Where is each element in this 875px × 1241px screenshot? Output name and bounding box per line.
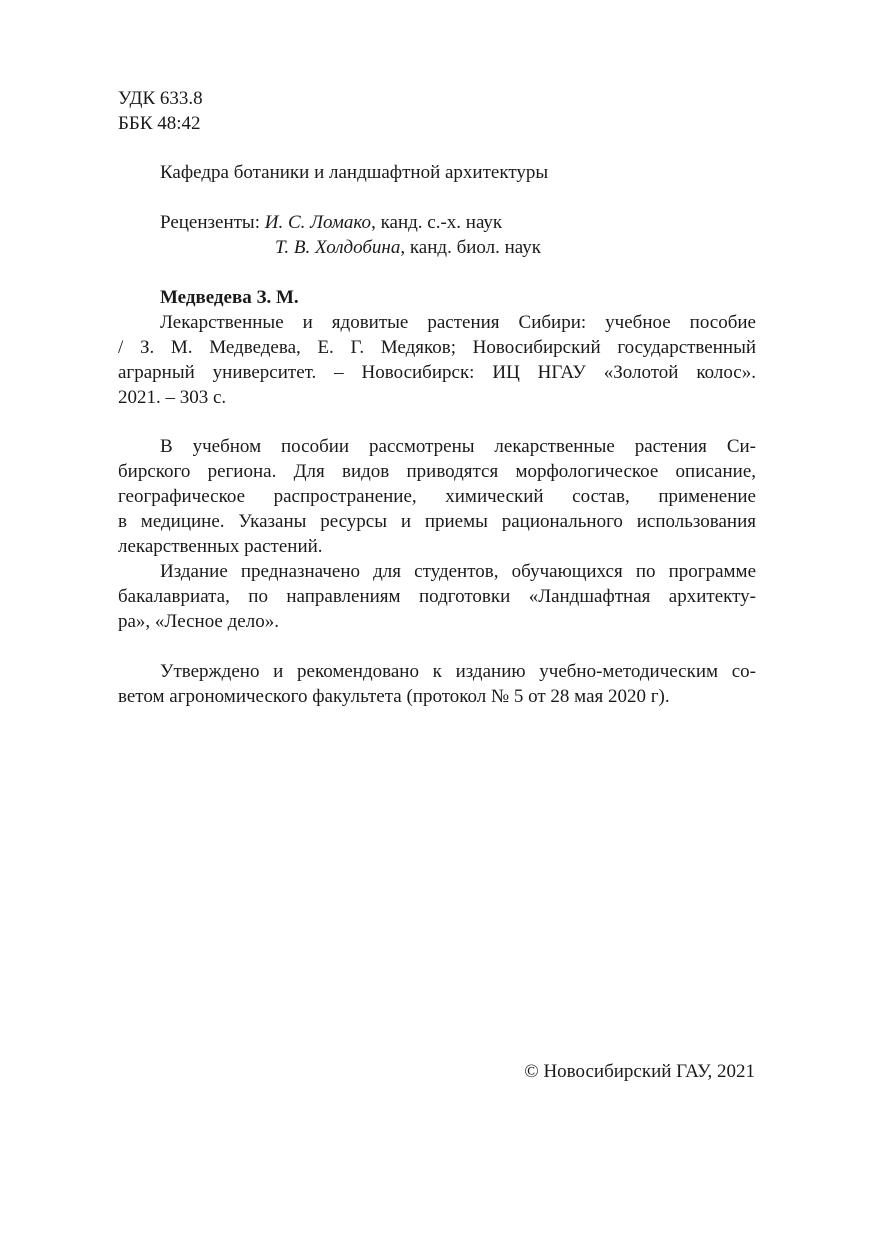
department: Кафедра ботаники и ландшафтной архитектуры	[160, 162, 549, 183]
reviewer-1-degree: , канд. с.-х. наук	[371, 212, 503, 233]
abstract-line: бакалавриата, по направлениям подготовки «Ландшафтная архитекту-	[118, 586, 756, 607]
citation-author: Медведева З. М.	[160, 287, 299, 308]
reviewer-2-degree: , канд. биол. наук	[400, 237, 542, 258]
abstract-line: ра», «Лесное дело».	[118, 611, 279, 632]
abstract-line: географическое распространение, химический состав, применение	[118, 486, 756, 507]
approval-line: Утверждено и рекомендовано к изданию учебно-методическим со-	[160, 661, 756, 682]
reviewers-line-2	[275, 235, 541, 260]
abstract-line: В учебном пособии рассмотрены лекарственные растения Си-	[160, 436, 756, 457]
abstract-line: бирского региона. Для видов приводятся морфологическое описание,	[118, 461, 756, 482]
approval-line: ветом агрономического факультета (протокол № 5 от 28 мая 2020 г).	[118, 686, 670, 707]
copyright: © Новосибирский ГАУ, 2021	[524, 1061, 755, 1082]
abstract-line: в медицине. Указаны ресурсы и приемы рационального использования	[118, 511, 756, 532]
abstract-line: Издание предназначено для студентов, обучающихся по программе	[160, 561, 756, 582]
citation-line: аграрный университет. – Новосибирск: ИЦ НГАУ «Золотой колос».	[118, 362, 756, 383]
udk-code: УДК 633.8	[118, 88, 203, 109]
approval-note	[118, 659, 756, 709]
bbk-code: ББК 48:42	[118, 113, 201, 134]
reviewers-label: Рецензенты:	[160, 212, 260, 233]
citation-body	[118, 310, 756, 410]
reviewer-2-name: Т. В. Холдобина	[275, 237, 401, 258]
abstract-line: лекарственных растений.	[118, 536, 323, 557]
reviewer-1-name: И. С. Ломако	[264, 212, 372, 233]
reviewers-line-1	[160, 210, 502, 235]
abstract-paragraph-2	[118, 559, 756, 634]
citation-line: / З. М. Медведева, Е. Г. Медяков; Новосибирский государственный	[118, 337, 756, 358]
citation-line: Лекарственные и ядовитые растения Сибири: учебное пособие	[160, 312, 756, 333]
citation-line: 2021. – 303 с.	[118, 387, 227, 408]
abstract-paragraph-1	[118, 434, 756, 559]
